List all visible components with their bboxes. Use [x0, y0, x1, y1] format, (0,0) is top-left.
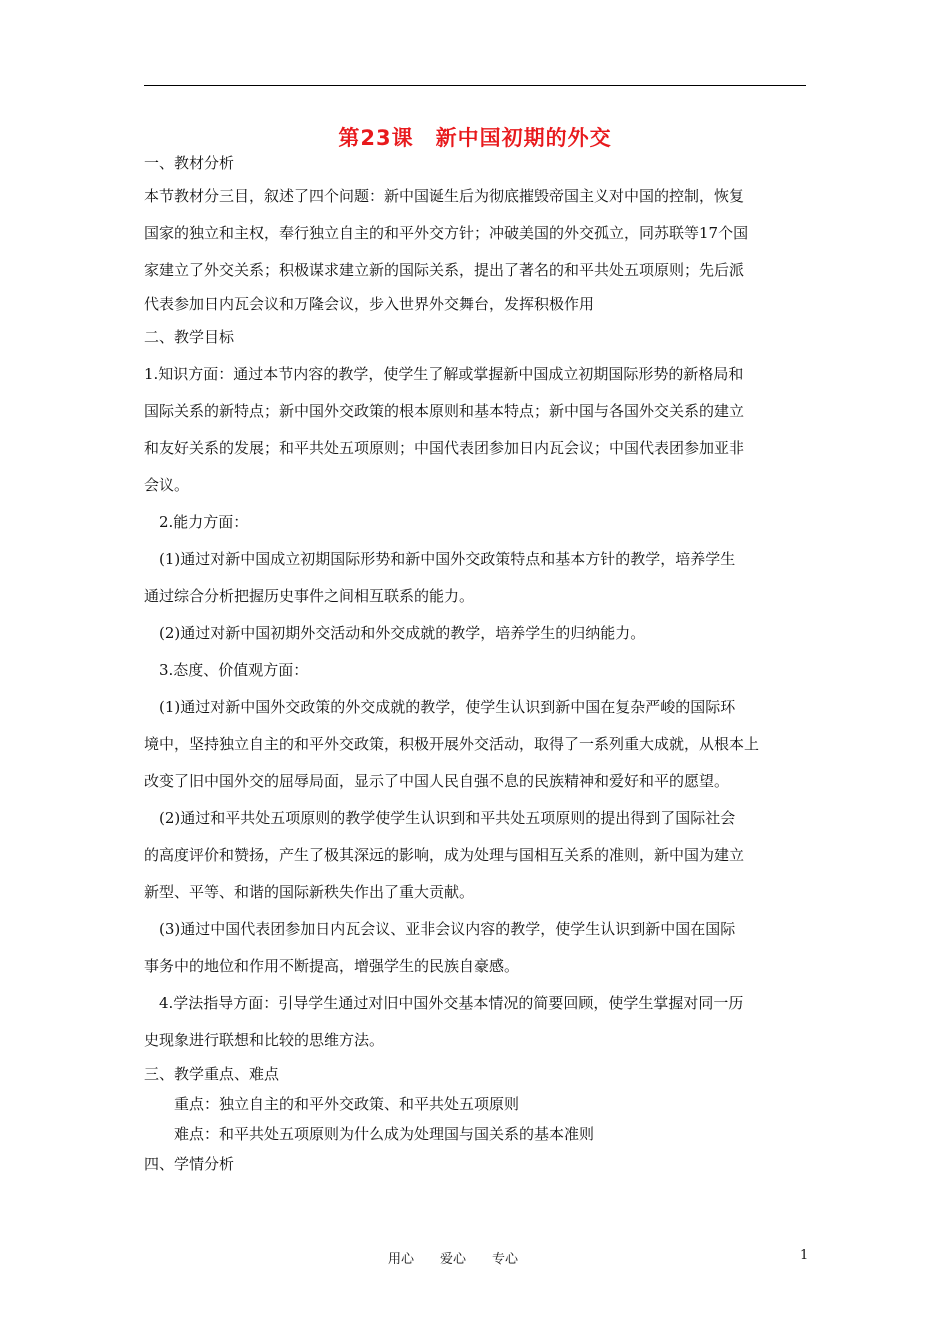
paragraph-method: [144, 985, 806, 1059]
key-point: 重点：独立自主的和平外交政策、和平共处五项原则: [174, 1095, 520, 1113]
text-line: (1)通过对新中国外交政策的外交成就的教学，使学生认识到新中国在复杂严峻的国际环: [159, 698, 736, 716]
text-line: 新型、平等、和谐的国际新秩失作出了重大贡献。: [144, 883, 475, 901]
document-body: [144, 148, 806, 1179]
footer-motto: 用心 爱心 专心: [388, 1252, 519, 1267]
text-line: 家建立了外交关系；积极谋求建立新的国际关系，提出了著名的和平共处五项原则；先后派: [144, 261, 745, 279]
paragraph-values-2: [144, 800, 806, 911]
difficult-point: 难点：和平共处五项原则为什么成为处理国与国关系的基本准则: [174, 1125, 595, 1143]
text-line: 国家的独立和主权，奉行独立自主的和平外交方针；冲破美国的外交孤立，同苏联等17个国: [144, 224, 749, 242]
paragraph-values-3: [144, 911, 806, 985]
section-heading-key-points: 三、教学重点、难点: [144, 1065, 280, 1083]
subheading-ability: 2.能力方面：: [159, 513, 249, 531]
text-line: 境中，坚持独立自主的和平外交政策，积极开展外交活动，取得了一系列重大成就，从根本上: [144, 735, 760, 753]
paragraph-knowledge: [144, 356, 806, 504]
text-line: (1)通过对新中国成立初期国际形势和新中国外交政策特点和基本方针的教学，培养学生: [159, 550, 736, 568]
text-line: 事务中的地位和作用不断提高，增强学生的民族自豪感。: [144, 957, 520, 975]
text-line: (2)通过和平共处五项原则的教学使学生认识到和平共处五项原则的提出得到了国际社会: [159, 809, 736, 827]
text-line: 会议。: [144, 476, 190, 494]
text-line: 改变了旧中国外交的屈辱局面，显示了中国人民自强不息的民族精神和爱好和平的愿望。: [144, 772, 730, 790]
paragraph-ability-1: [144, 541, 806, 615]
subheading-attitude: 3.态度、价值观方面：: [159, 661, 309, 679]
section-heading-objectives: 二、教学目标: [144, 328, 235, 346]
paragraph-materials: [144, 178, 806, 319]
section-heading-materials: 一、教材分析: [144, 154, 235, 172]
page-title: 第23课 新中国初期的外交: [338, 126, 612, 150]
text-line: 国际关系的新特点；新中国外交政策的根本原则和基本特点；新中国与各国外交关系的建立: [144, 402, 745, 420]
paragraph-ability-2: (2)通过对新中国初期外交活动和外交成就的教学，培养学生的归纳能力。: [159, 624, 646, 642]
page-number: 1: [800, 1248, 809, 1263]
section-heading-learner-analysis: 四、学情分析: [144, 1155, 235, 1173]
text-line: 的高度评价和赞扬，产生了极其深远的影响，成为处理与国相互关系的准则，新中国为建立: [144, 846, 745, 864]
text-line: 本节教材分三目，叙述了四个问题：新中国诞生后为彻底摧毁帝国主义对中国的控制，恢复: [144, 187, 745, 205]
text-line: 1.知识方面：通过本节内容的教学，使学生了解或掌握新中国成立初期国际形势的新格局和: [144, 365, 744, 383]
text-line: (3)通过中国代表团参加日内瓦会议、亚非会议内容的教学，使学生认识到新中国在国际: [159, 920, 736, 938]
text-line: 和友好关系的发展；和平共处五项原则；中国代表团参加日内瓦会议；中国代表团参加亚非: [144, 439, 745, 457]
text-line: 代表参加日内瓦会议和万隆会议，步入世界外交舞台，发挥积极作用: [144, 295, 595, 313]
text-line: 史现象进行联想和比较的思维方法。: [144, 1031, 385, 1049]
text-line: 4.学法指导方面：引导学生通过对旧中国外交基本情况的简要回顾，使学生掌握对同一历: [159, 994, 744, 1012]
header-rule: [144, 85, 806, 86]
paragraph-values-1: [144, 689, 806, 800]
text-line: 通过综合分析把握历史事件之间相互联系的能力。: [144, 587, 475, 605]
